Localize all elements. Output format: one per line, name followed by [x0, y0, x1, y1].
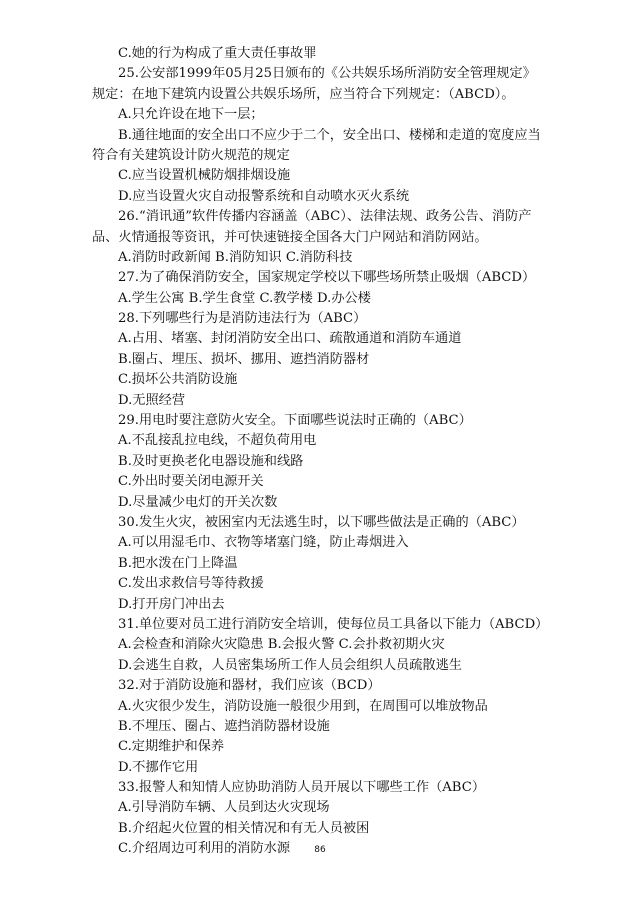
text-line: C.发出求救信号等待救援: [118, 576, 264, 592]
text-line: C.应当设置机械防烟排烟设施: [118, 168, 291, 184]
text-line: B.介绍起火位置的相关情况和有无人员被困: [118, 820, 370, 836]
text-line: 31.单位要对员工进行消防安全培训，使每位员工具备以下能力（ABCD）: [118, 616, 549, 632]
text-line: 27.为了确保消防安全，国家规定学校以下哪些场所禁止吸烟（ABCD）: [118, 270, 536, 286]
text-line: A.学生公寓 B.学生食堂 C.教学楼 D.办公楼: [118, 290, 371, 306]
text-line: D.尽量减少电灯的开关次数: [118, 494, 278, 510]
text-line: 32.对于消防设施和器材，我们应该（BCD）: [118, 678, 381, 694]
text-line: 规定：在地下建筑内设置公共娱乐场所，应当符合下列规定：（ABCD）。: [92, 86, 515, 102]
text-line: C.她的行为构成了重大责任事故罪: [118, 46, 317, 61]
text-line: A.不乱接乱拉电线，不超负荷用电: [118, 433, 317, 449]
text-line: C.外出时要关闭电源开关: [118, 474, 264, 490]
text-line: A.会检查和消除火灾隐患 B.会报火警 C.会扑救初期火灾: [118, 637, 445, 653]
text-line: C.介绍周边可利用的消防水源: [118, 841, 291, 857]
text-line: 28.下列哪些行为是消防违法行为（ABC）: [118, 311, 367, 327]
text-line: A.可以用湿毛巾、衣物等堵塞门缝，防止毒烟进入: [118, 535, 409, 551]
text-line: A.只允许设在地下一层；: [118, 107, 264, 123]
text-line: 26.“消讯通”软件传播内容涵盖（ABC）、法律法规、政务公告、消防产: [118, 209, 532, 225]
text-line: B.及时更换老化电器设施和线路: [118, 453, 304, 469]
text-line: C.定期维护和保养: [118, 739, 225, 755]
text-line: D.会逃生自救，人员密集场所工作人员会组织人员疏散逃生: [118, 657, 462, 673]
text-line: 30.发生火灾，被困室内无法逃生时，以下哪些做法是正确的（ABC）: [118, 514, 525, 530]
text-line: D.无照经营: [118, 392, 186, 408]
text-line: B.圈占、埋压、损坏、挪用、遮挡消防器材: [118, 351, 370, 367]
text-line: D.应当设置火灾自动报警系统和自动喷水灭火系统: [118, 188, 410, 204]
text-line: B.通往地面的安全出口不应少于二个，安全出口、楼梯和走道的宽度应当: [118, 127, 541, 143]
page-number: 86: [314, 845, 326, 855]
text-line: C.损坏公共消防设施: [118, 372, 238, 388]
text-line: 29.用电时要注意防火安全。下面哪些说法时正确的（ABC）: [118, 413, 472, 429]
text-line: A.占用、堵塞、封闭消防安全出口、疏散通道和消防车通道: [118, 331, 462, 347]
text-line: D.不挪作它用: [118, 759, 199, 775]
text-line: 符合有关建筑设计防火规范的规定: [92, 147, 290, 163]
text-line: 品、火情通报等资讯，并可快速链接全国各大门户网站和消防网站。: [92, 229, 488, 245]
document-body: [92, 44, 572, 860]
text-line: A.消防时政新闻 B.消防知识 C.消防科技: [118, 249, 353, 265]
text-line: B.不埋压、圈占、遮挡消防器材设施: [118, 718, 330, 734]
text-line: A.引导消防车辆、人员到达火灾现场: [118, 800, 330, 816]
text-line: 25.公安部1999年05月25日颁布的《公共娱乐场所消防安全管理规定》: [118, 66, 536, 82]
text-line: 33.报警人和知情人应协助消防人员开展以下哪些工作（ABC）: [118, 780, 486, 796]
text-line: B.把水泼在门上降温: [118, 555, 238, 571]
text-line: A.火灾很少发生，消防设施一般很少用到，在周围可以堆放物品: [118, 698, 488, 714]
text-line: D.打开房门冲出去: [118, 596, 225, 612]
